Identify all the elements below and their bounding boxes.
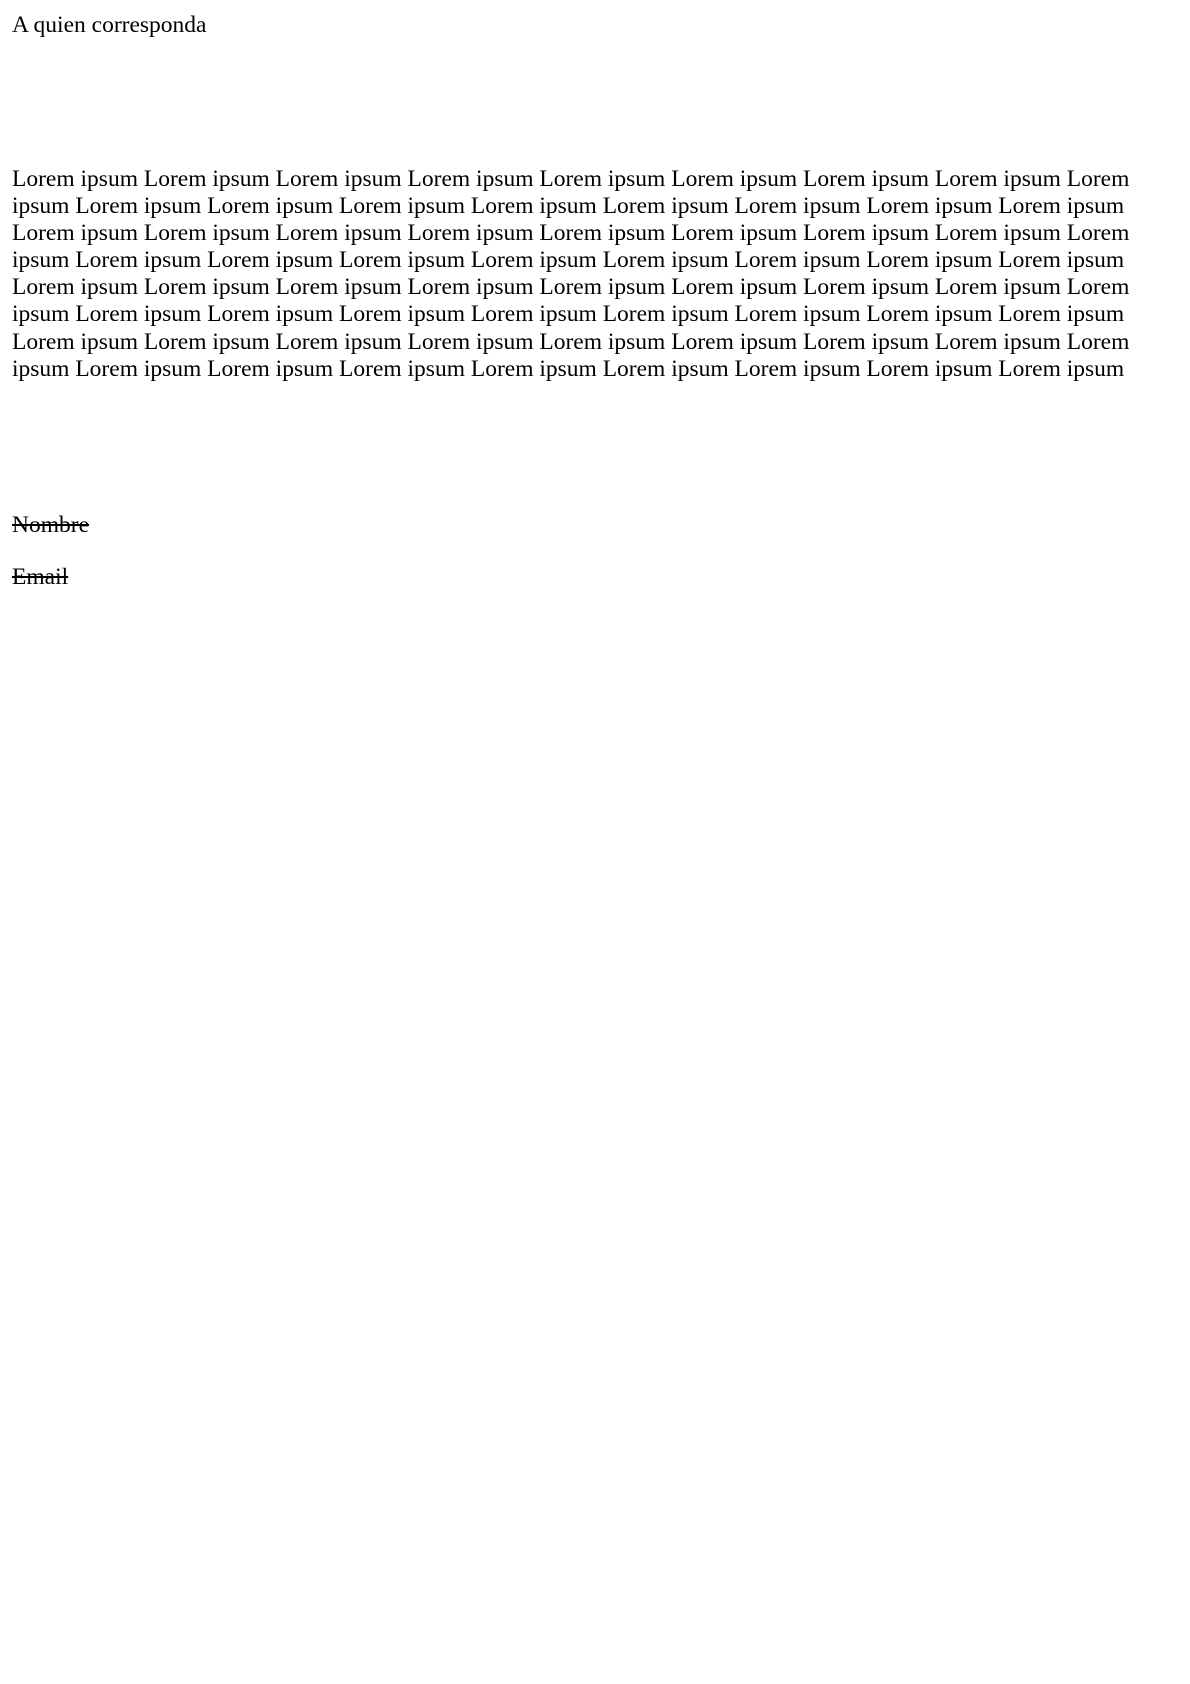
signature-name: Nombre — [12, 512, 90, 538]
signature-email: Email — [12, 564, 69, 590]
letter-body: Lorem ipsum Lorem ipsum Lorem ipsum Lorem ipsum Lorem ipsum Lorem ipsum Lorem ipsum Lorem ipsum Lorem ipsum Lorem ipsum Lorem ipsum Lorem ipsum Lorem ipsum Lorem ipsum Lorem ipsum Lorem ipsum Lorem ipsum Lorem ipsum Lorem ipsum Lorem ipsum Lorem ipsum Lorem ipsum Lorem ipsum Lorem ipsum Lorem ipsum Lorem ipsum Lorem ipsum Lorem ipsum Lorem ipsum Lorem ipsum Lorem ipsum Lorem ipsum Lorem ipsum Lorem ipsum Lorem ipsum Lorem ipsum Lorem ipsum Lorem ipsum Lorem ipsum Lorem ipsum Lorem ipsum Lorem ipsum Lorem ipsum Lorem ipsum Lorem ipsum Lorem ipsum Lorem ipsum Lorem ipsum Lorem ipsum Lorem ipsum Lorem ipsum Lorem ipsum Lorem ipsum Lorem ipsum Lorem ipsum Lorem ipsum Lorem ipsum Lorem ipsum Lorem ipsum Lorem ipsum Lorem ipsum Lorem ipsum Lorem ipsum Lorem ipsum Lorem ipsum Lorem ipsum Lorem ipsum Lorem ipsum — [12, 166, 1130, 382]
letter-page — [12, 12, 1172, 590]
salutation: A quien corresponda — [12, 12, 207, 38]
